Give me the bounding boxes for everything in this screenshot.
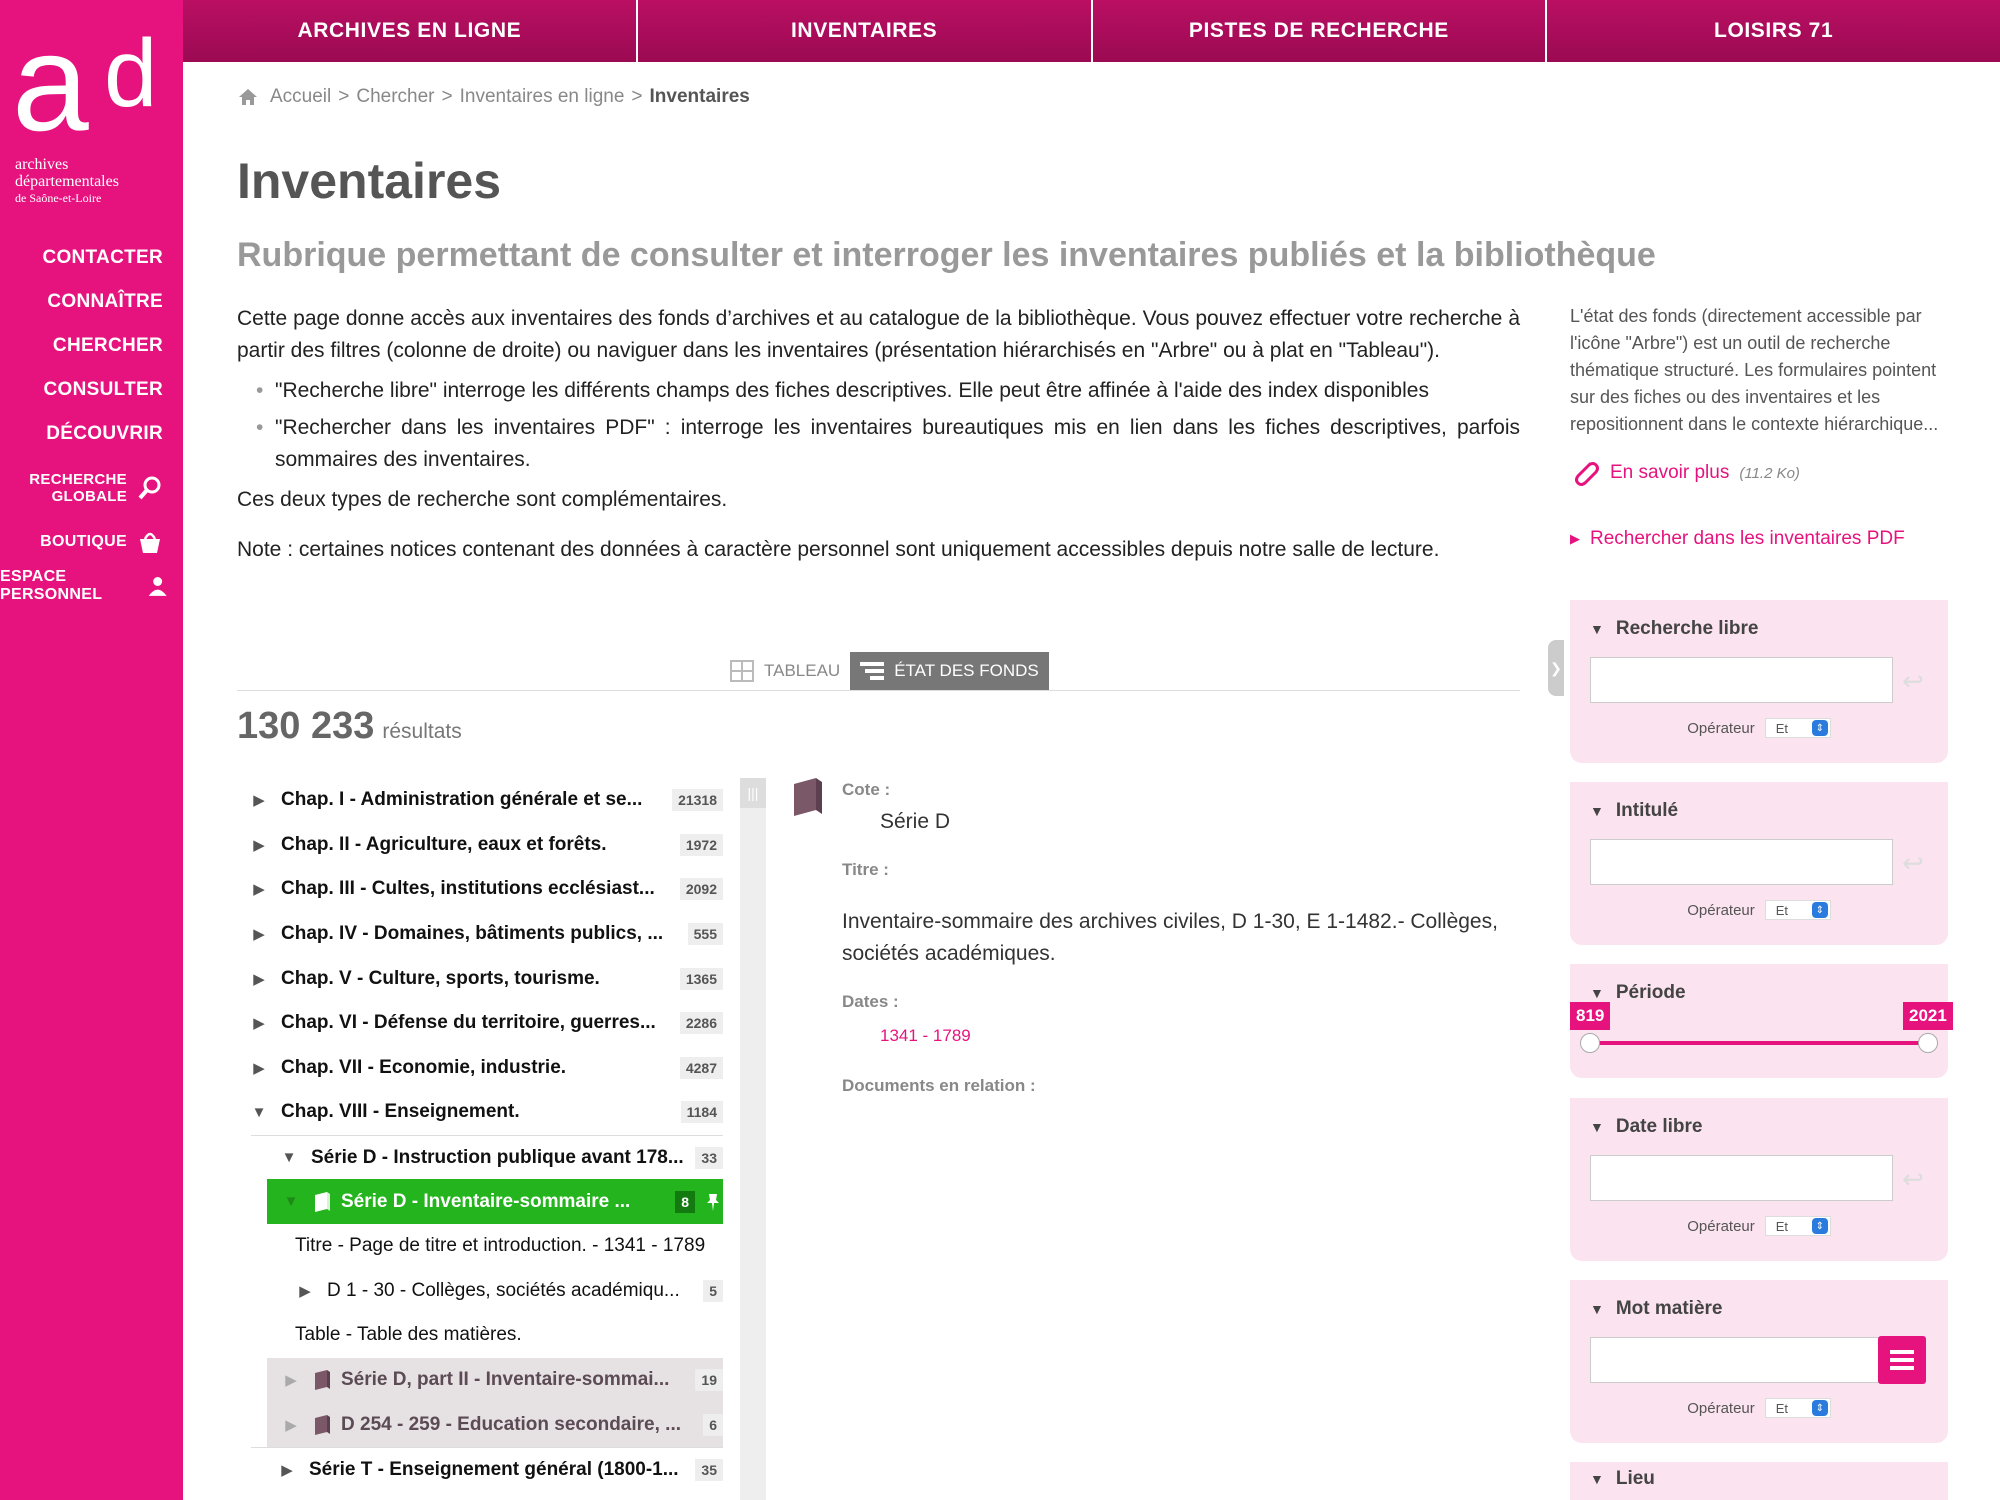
breadcrumb-separator: > [631,86,643,107]
submit-arrow-icon[interactable]: ↩ [1902,1164,1924,1194]
tree-count: 1972 [680,834,723,856]
dates-label: Dates : [842,992,899,1011]
tree-label: Série D, part II - Inventaire-sommai... [341,1369,670,1391]
side-nav-contacter[interactable] [0,236,183,280]
side-nav-consulter[interactable] [0,368,183,412]
tree-row-selected[interactable] [267,1179,723,1224]
tree-label: Série D - Inventaire-sommaire ... [341,1190,631,1212]
tree-row-chapter[interactable] [237,912,723,957]
side-nav-label: DÉCOUVRIR [46,423,163,444]
logo-text [15,156,119,207]
intro-bullets [237,375,1520,476]
tab-tableau[interactable] [720,652,850,690]
tree-label: Série D - Instruction publique avant 178... [311,1146,684,1168]
tree-scrollbar[interactable] [740,778,766,1500]
book-icon [313,1191,331,1213]
tree-count: 6 [703,1414,723,1436]
filter-title: Mot matière [1615,1298,1723,1319]
side-nav-recherche-globale[interactable] [0,456,183,520]
top-nav-inventaires[interactable]: INVENTAIRES [636,0,1091,62]
submit-arrow-icon[interactable]: ↩ [1902,848,1924,878]
breadcrumb-separator: > [338,86,350,107]
filter-title: Période [1615,982,1686,1003]
intro-note: Note : certaines notices contenant des données à caractère personnel sont uniquement accessibles depuis notre salle de lecture. [237,538,1440,561]
range-max-value: 2021 [1903,1002,1953,1030]
tree-count: 2286 [680,1012,723,1034]
tree-leaf-titre[interactable] [237,1224,723,1269]
tree-row-d1-30[interactable] [237,1269,723,1314]
intro-paragraph: Cette page donne accès aux inventaires des fonds d’archives et au catalogue de la bibliothèque. Vous pouvez effectuer votre recherche à partir des filtres (colonne de droite) ou naviguer dans les inventaires (présentation hiérarchisés en "Arbre" ou à plat en "Tableau"). [237,307,1520,362]
tree-count: 2092 [680,878,723,900]
side-nav-label: CONSULTER [43,379,163,400]
filter-title: Date libre [1615,1116,1703,1137]
tree-row-chapter[interactable] [237,778,723,823]
operator-row [1570,900,1948,920]
book-icon [792,776,824,818]
period-range-track[interactable] [1590,1041,1928,1045]
triangle-right-icon[interactable]: ▶ [253,881,265,899]
tree-row-chapter[interactable] [237,956,723,1001]
operator-label: Opérateur [1687,1217,1755,1235]
date-libre-input[interactable] [1590,1155,1893,1201]
detail-panel [842,780,1522,1096]
filter-header[interactable] [1570,782,1948,822]
page-subtitle: Rubrique permettant de consulter et interroger les inventaires publiés et la bibliothèque [237,236,1656,274]
side-nav-boutique[interactable] [0,520,183,564]
mot-matiere-input[interactable] [1590,1337,1880,1383]
book-icon [313,1369,331,1391]
filter-periode [1570,964,1948,1078]
tree-row-chapter[interactable] [237,1001,723,1046]
tabs-divider [237,690,1520,691]
triangle-down-icon: ▼ [1590,985,1604,1001]
breadcrumb-inventaires-en-ligne[interactable]: Inventaires en ligne [459,86,625,107]
tree-count: 33 [695,1147,723,1169]
page-title: Inventaires [237,153,502,209]
rechercher-pdf-link[interactable] [1570,528,1950,550]
tree-count: 1184 [681,1101,723,1123]
side-nav-label-line2: GLOBALE [51,488,127,505]
triangle-right-icon[interactable]: ▶ [253,1015,265,1033]
tab-label: TABLEAU [764,661,841,680]
side-nav-decouvrir[interactable] [0,412,183,456]
triangle-down-icon[interactable]: ▼ [251,1103,267,1121]
select-chevron-icon: ⇕ [1812,1400,1828,1416]
filter-title: Intitulé [1615,800,1679,821]
inventory-tree [237,778,723,1492]
triangle-down-icon[interactable]: ▼ [281,1149,297,1167]
tree-row-serie-d-part2[interactable] [267,1358,723,1403]
range-handle-min[interactable] [1580,1033,1600,1053]
operator-label: Opérateur [1687,901,1755,919]
tree-label: D 254 - 259 - Education secondaire, ... [341,1413,682,1435]
triangle-down-icon: ▼ [1590,1301,1604,1317]
logo-line3: de Saône-et-Loire [15,191,102,205]
filter-header[interactable] [1570,964,1948,1004]
triangle-right-icon: ▶ [1570,531,1580,546]
side-nav-espace-personnel[interactable] [0,564,183,608]
tree-count: 555 [688,923,723,945]
side-nav-label: CHERCHER [52,335,163,356]
tree-count: 35 [695,1459,723,1481]
sidebar [0,0,183,1500]
tree-count: 21318 [672,789,723,811]
operator-row [1570,1398,1948,1418]
triangle-down-icon: ▼ [1590,621,1604,637]
tree-row-chapter[interactable] [237,823,723,868]
results-count [237,705,462,748]
triangle-right-icon[interactable]: ▶ [285,1372,297,1390]
triangle-down-icon: ▼ [1590,803,1604,819]
tab-etat-des-fonds[interactable] [850,652,1049,690]
scroll-grip-icon[interactable]: ||| [740,778,766,808]
filter-title: Recherche libre [1615,618,1759,639]
documents-en-relation-label: Documents en relation : [842,1076,1036,1095]
intro-bullet: • "Recherche libre" interroge les différents champs des fiches descriptives. Elle peut être affinée à l'aide des index disponibles [237,375,1520,407]
side-nav-chercher[interactable] [0,324,183,368]
file-size: (11.2 Ko) [1739,464,1800,482]
book-icon [313,1414,331,1436]
svg-text:d: d [104,20,158,127]
triangle-down-icon: ▼ [1590,1471,1604,1487]
svg-text:a: a [12,18,89,138]
tree-count: 4287 [680,1057,723,1079]
side-nav-label: BOUTIQUE [40,533,127,550]
operator-value: Et [1775,1218,1789,1234]
side-nav-label: ESPACE PERSONNEL [0,568,103,603]
tree-label: D 1 - 30 - Collèges, sociétés académiqu... [327,1279,680,1301]
results-number: 130 233 [237,705,375,747]
home-icon[interactable] [238,88,258,106]
titre-value: Inventaire-sommaire des archives civiles, D 1-30, E 1-1482.- Collèges, sociétés académiques. [842,910,1498,965]
tree-count: 5 [703,1280,723,1302]
triangle-down-icon: ▼ [1590,1119,1604,1135]
breadcrumb-chercher[interactable]: Chercher [356,86,435,107]
results-label: résultats [382,720,462,743]
recherche-libre-input[interactable] [1590,657,1893,703]
submit-arrow-icon[interactable]: ↩ [1902,666,1924,696]
tree-row-serie-d[interactable] [251,1135,723,1180]
tree-row-serie-t[interactable] [251,1447,723,1492]
tree-label: Chap. VI - Défense du territoire, guerres... [281,1012,656,1034]
side-nav [0,236,183,608]
breadcrumb-accueil[interactable]: Accueil [270,86,332,107]
user-icon [146,573,169,599]
tree-label: Table - Table des matières. [295,1324,522,1346]
en-savoir-plus-link[interactable] [1570,458,1950,488]
tree-label: Chap. II - Agriculture, eaux et forêts. [281,833,607,855]
view-tabs [720,652,1049,690]
top-nav-archives-en-ligne[interactable]: ARCHIVES EN LIGNE [183,0,636,62]
cote-label: Cote : [842,780,891,799]
tree-row-chapter-expanded[interactable] [237,1090,723,1135]
breadcrumb-current: Inventaires [649,86,750,107]
intro-bullet: • "Rechercher dans les inventaires PDF" : interroge les inventaires bureautiques mis en lien dans les fiches descriptives, parfois sommaires des inventaires. [237,412,1520,476]
triangle-right-icon[interactable]: ▶ [299,1282,311,1300]
filter-header[interactable] [1570,600,1948,640]
operator-value: Et [1775,720,1789,736]
paperclip-icon [1570,458,1600,488]
collapse-filters-handle[interactable] [1548,640,1564,696]
triangle-right-icon[interactable]: ▶ [253,792,265,810]
range-min-value: 819 [1570,1002,1610,1030]
right-column [1570,303,1950,550]
filter-header[interactable] [1570,1098,1948,1138]
top-nav-pistes-de-recherche[interactable]: PISTES DE RECHERCHE [1091,0,1546,62]
list-icon[interactable] [1878,1336,1926,1384]
triangle-right-icon[interactable]: ▶ [285,1416,297,1434]
logo-line2: départementales [15,173,119,190]
tree-count: 19 [695,1369,723,1391]
operator-value: Et [1775,1400,1789,1416]
etat-des-fonds-description: L'état des fonds (directement accessible par l'icône "Arbre") est un outil de recherche thématique structuré. Les formulaires pointent sur des fiches ou des inventaires et les repositionnent dans le contexte hiérarchique... [1570,306,1939,434]
tree-label: Chap. VII - Economie, industrie. [281,1056,567,1078]
tree-count: 8 [675,1191,695,1213]
side-nav-label: CONNAÎTRE [47,291,163,312]
triangle-right-icon[interactable]: ▶ [281,1461,293,1479]
filter-header[interactable] [1570,1462,1948,1490]
rechercher-pdf-label: Rechercher dans les inventaires PDF [1590,528,1905,549]
tree-label: Chap. IV - Domaines, bâtiments publics, ... [281,923,664,945]
filter-date-libre [1570,1098,1948,1261]
triangle-right-icon[interactable]: ▶ [253,926,265,944]
side-nav-connaitre[interactable] [0,280,183,324]
operator-value: Et [1775,902,1789,918]
select-chevron-icon: ⇕ [1812,1218,1828,1234]
basket-icon [137,529,163,555]
logo-line1: archives [15,156,69,173]
ad-logo[interactable] [12,18,172,138]
triangle-right-icon[interactable]: ▶ [253,836,265,854]
tab-label: ÉTAT DES FONDS [894,661,1039,680]
filter-title: Lieu [1615,1468,1655,1489]
side-nav-label: CONTACTER [42,247,163,268]
select-chevron-icon: ⇕ [1812,902,1828,918]
tree-label: Titre - Page de titre et introduction. - 1341 - 1789 [295,1235,706,1257]
tree-label: Chap. III - Cultes, institutions ecclésiast... [281,878,655,900]
top-nav [183,0,2000,62]
tree-label: Chap. I - Administration générale et se... [281,789,643,811]
breadcrumb [238,86,750,108]
filter-intitule [1570,782,1948,945]
top-nav-loisirs-71[interactable]: LOISIRS 71 [1545,0,2000,62]
select-chevron-icon: ⇕ [1812,720,1828,736]
chevron-right-icon: ❯ [1550,659,1562,676]
operator-select[interactable] [1765,900,1831,920]
filter-recherche-libre [1570,600,1948,763]
breadcrumb-separator: > [441,86,453,107]
operator-select[interactable] [1765,718,1831,738]
range-handle-max[interactable] [1918,1033,1938,1053]
operator-label: Opérateur [1687,1399,1755,1417]
intro-complement: Ces deux types de recherche sont complémentaires. [237,488,728,511]
operator-row [1570,1216,1948,1236]
intitule-input[interactable] [1590,839,1893,885]
pin-icon[interactable] [703,1192,723,1212]
operator-select[interactable] [1765,1216,1831,1236]
search-icon [137,475,163,501]
triangle-right-icon[interactable]: ▶ [253,1059,265,1077]
tree-row-chapter[interactable] [237,867,723,912]
tree-label: Série T - Enseignement général (1800-1... [309,1458,679,1480]
triangle-right-icon[interactable]: ▶ [253,970,265,988]
grid-icon [730,660,754,682]
side-nav-label-line1: RECHERCHE [29,471,127,488]
triangle-down-icon[interactable]: ▼ [283,1193,299,1211]
titre-label: Titre : [842,860,889,879]
tree-count: 1365 [680,968,723,990]
tree-label: Chap. VIII - Enseignement. [281,1101,520,1123]
tree-leaf-table[interactable] [237,1313,723,1358]
tree-icon [860,660,884,682]
operator-select[interactable] [1765,1398,1831,1418]
en-savoir-plus-label: En savoir plus [1610,462,1730,483]
filter-header[interactable] [1570,1280,1948,1320]
operator-row [1570,718,1948,738]
tree-label: Chap. V - Culture, sports, tourisme. [281,967,600,989]
filter-lieu [1570,1462,1948,1500]
filter-mot-matiere [1570,1280,1948,1443]
intro-text [237,303,1520,574]
dates-value[interactable]: 1341 - 1789 [880,1026,971,1045]
tree-row-chapter[interactable] [237,1046,723,1091]
tree-row-d254-259[interactable] [267,1402,723,1447]
cote-value: Série D [880,810,951,833]
operator-label: Opérateur [1687,719,1755,737]
